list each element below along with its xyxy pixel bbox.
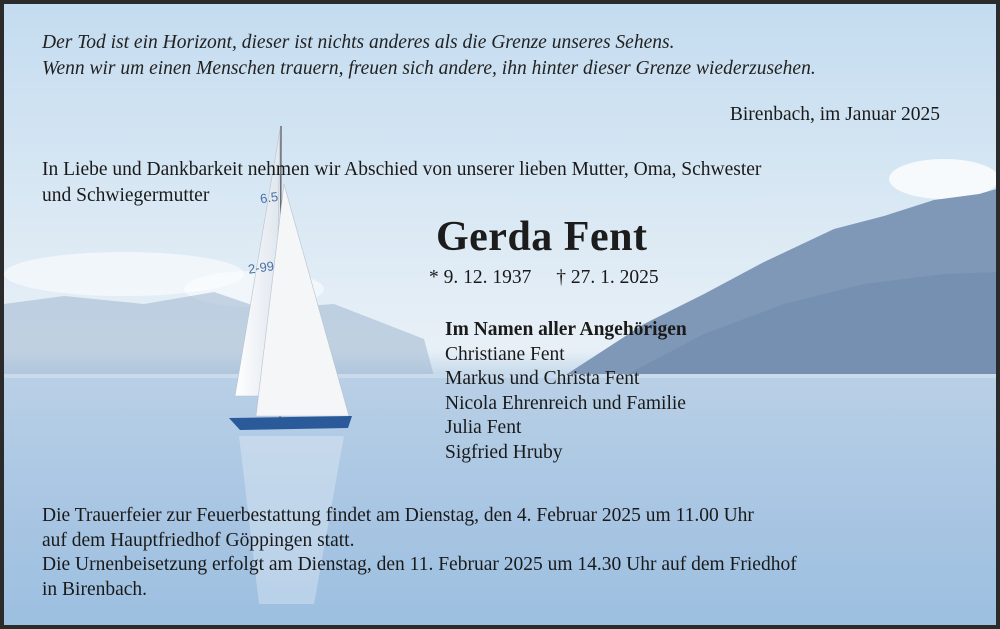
intro-line-1: In Liebe und Dankbarkeit nehmen wir Abschied von unserer lieben Mutter, Oma, Schwester [42,159,762,180]
mourner-name: Julia Fent [445,417,522,438]
quote-line-2: Wenn wir um einen Menschen trauern, freuen sich andere, ihn hinter dieser Grenze wiederzusehen. [42,58,816,79]
deceased-name: Gerda Fent [436,214,648,260]
mourner-name: Nicola Ehrenreich und Familie [445,392,686,414]
farewell-intro [42,157,761,209]
funeral-line-4: in Birenbach. [42,578,148,600]
funeral-line-3: Die Urnenbeisetzung erfolgt am Dienstag, den 11. Februar 2025 um 14.30 Uhr auf dem Friedhof [42,554,797,575]
sail-number-upper: 6.5 [259,188,280,207]
quote-line-1: Der Tod ist ein Horizont, dieser ist nichts anderes als die Grenze unseres Sehens. [42,32,675,53]
death-date: † 27. 1. 2025 [556,267,659,288]
life-dates [429,267,659,289]
birth-date: * 9. 12. 1937 [429,267,532,288]
mourners-heading: Im Namen aller Angehörigen [445,319,687,340]
intro-line-2: und Schwiegermutter [42,185,210,206]
funeral-line-1: Die Trauerfeier zur Feuerbestattung findet am Dienstag, den 4. Februar 2025 um 11.00 Uhr [42,505,754,526]
memorial-quote [42,30,816,82]
mourner-name: Sigfried Hruby [445,441,563,463]
funeral-details [42,504,797,602]
sail-number-lower: 2-99 [247,258,275,277]
funeral-line-2: auf dem Hauptfriedhof Göppingen statt. [42,529,355,551]
mourner-name: Christiane Fent [445,343,565,365]
mourner-name: Markus und Christa Fent [445,368,640,389]
place-and-date: Birenbach, im Januar 2025 [729,104,940,125]
mourners-block [445,318,687,465]
